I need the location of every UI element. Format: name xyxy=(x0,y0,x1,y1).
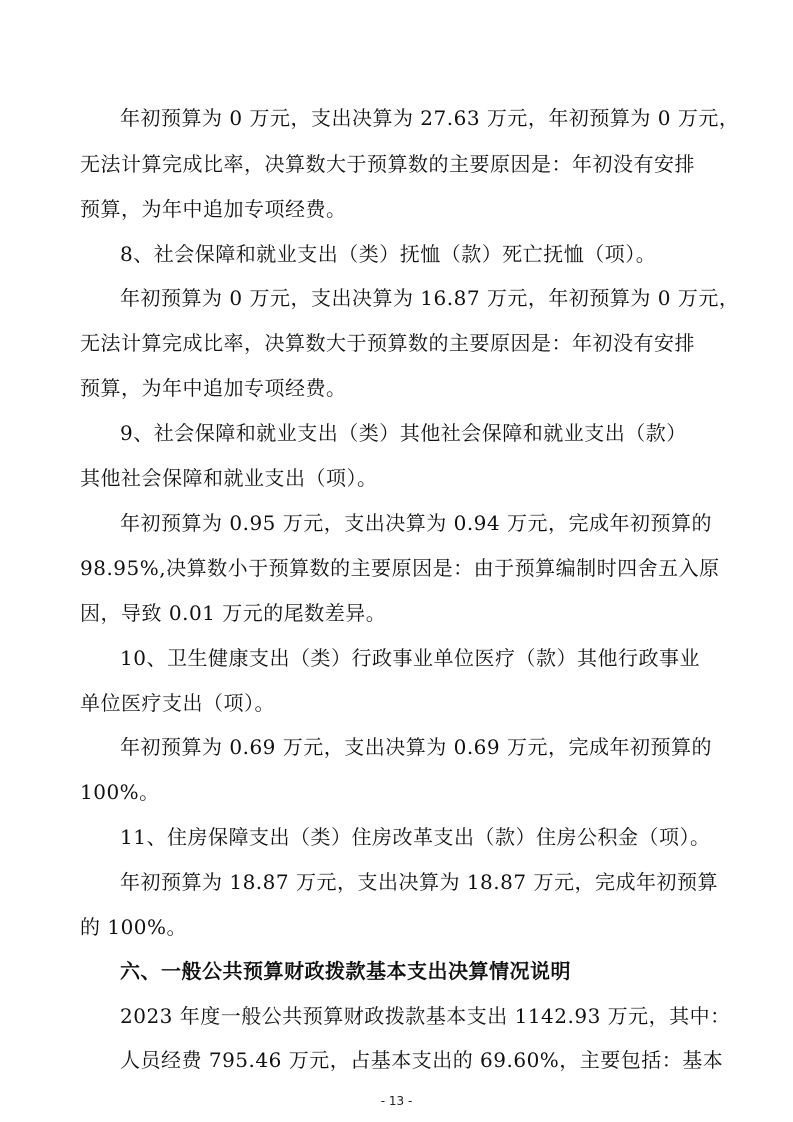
paragraph-line: 年初预算为 0.95 万元，支出决算为 0.94 万元，完成年初预算的 xyxy=(120,511,712,535)
paragraph-line: 预算，为年中追加专项经费。 xyxy=(80,197,347,221)
paragraph-line: 人员经费 795.46 万元，占基本支出的 69.60%，主要包括：基本 xyxy=(120,1048,724,1072)
paragraph-line: 无法计算完成比率，决算数大于预算数的主要原因是：年初没有安排 xyxy=(80,331,695,355)
paragraph-line: 因，导致 0.01 万元的尾数差异。 xyxy=(80,601,387,625)
item-heading: 11、住房保障支出（类）住房改革支出（款）住房公积金（项）。 xyxy=(120,825,711,849)
item-heading: 10、卫生健康支出（类）行政事业单位医疗（款）其他行政事业 xyxy=(120,646,700,670)
item-heading: 9、社会保障和就业支出（类）其他社会保障和就业支出（款） xyxy=(120,421,687,445)
page-number: - 13 - xyxy=(380,1094,413,1108)
paragraph-line: 98.95%,决算数小于预算数的主要原因是：由于预算编制时四舍五入原 xyxy=(80,556,720,580)
paragraph-line: 100%。 xyxy=(80,780,160,804)
item-heading: 单位医疗支出（项）。 xyxy=(80,691,275,715)
item-heading: 8、社会保障和就业支出（类）抚恤（款）死亡抚恤（项）。 xyxy=(120,242,657,266)
item-heading: 其他社会保障和就业支出（项）。 xyxy=(80,466,378,490)
paragraph-line: 预算，为年中追加专项经费。 xyxy=(80,376,347,400)
paragraph-line: 年初预算为 0 万元，支出决算为 27.63 万元，年初预算为 0 万元， xyxy=(120,106,740,130)
section-heading: 六、一般公共预算财政拨款基本支出决算情况说明 xyxy=(120,959,571,983)
paragraph-line: 年初预算为 18.87 万元，支出决算为 18.87 万元，完成年初预算 xyxy=(120,870,718,894)
paragraph-line: 无法计算完成比率，决算数大于预算数的主要原因是：年初没有安排 xyxy=(80,152,695,176)
paragraph-line: 2023 年度一般公共预算财政拨款基本支出 1142.93 万元，其中： xyxy=(120,1004,731,1028)
paragraph-line: 年初预算为 0 万元，支出决算为 16.87 万元，年初预算为 0 万元， xyxy=(120,286,740,310)
paragraph-line: 年初预算为 0.69 万元，支出决算为 0.69 万元，完成年初预算的 xyxy=(120,735,712,759)
paragraph-line: 的 100%。 xyxy=(80,915,188,939)
